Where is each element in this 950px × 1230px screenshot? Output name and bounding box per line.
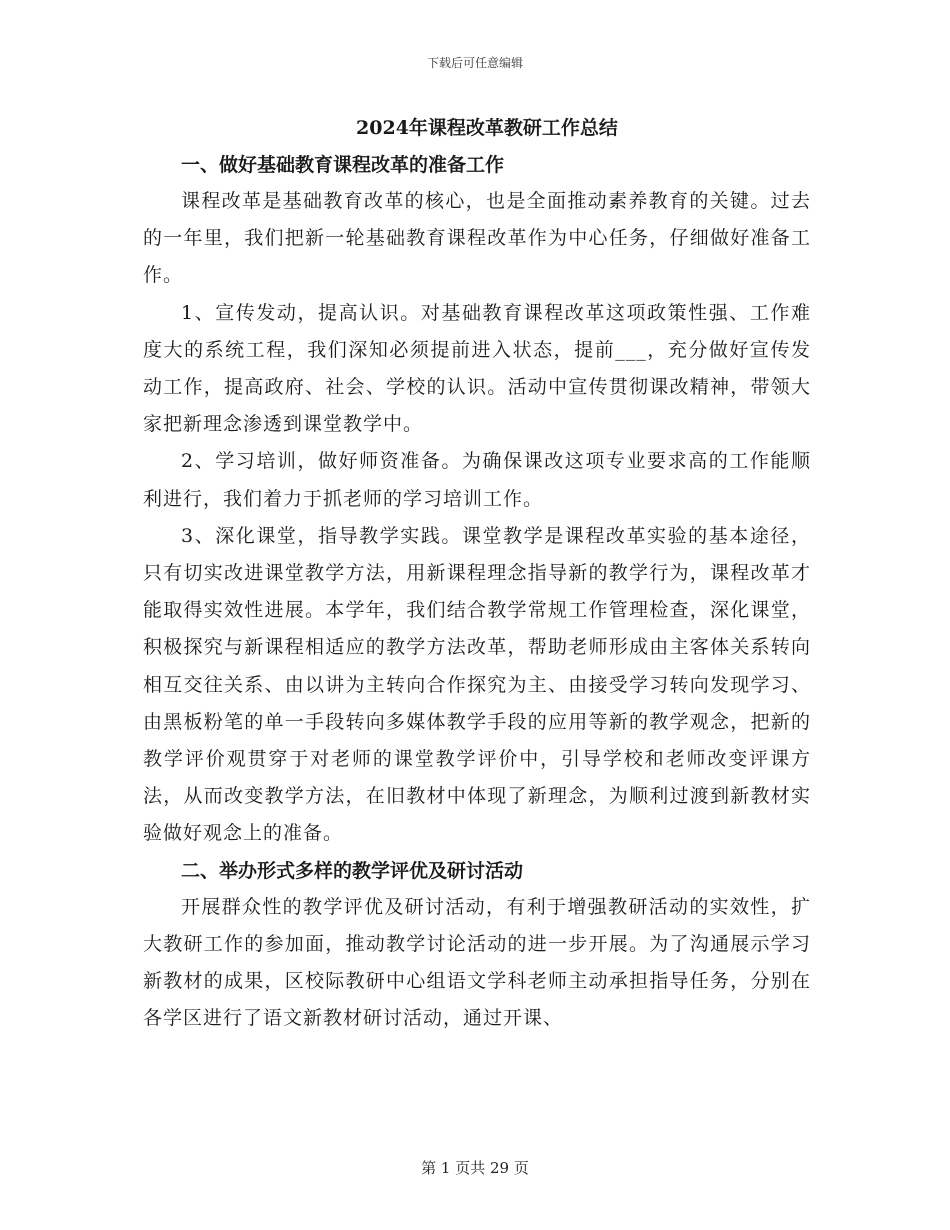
document-title: 2024年课程改革教研工作总结 — [356, 117, 618, 139]
page-number-footer: 第 1 页共 29 页 — [421, 1159, 529, 1177]
section-1-heading: 一、做好基础教育课程改革的准备工作 — [181, 154, 505, 176]
section-1-intro: 课程改革是基础教育改革的核心，也是全面推动素养教育的关键。过去的一年里，我们把新一轮基础教育课程改革作为中心任务，仔细做好准备工作。 — [143, 190, 811, 287]
section-1-item-3: 3、深化课堂，指导教学实践。课堂教学是课程改革实验的基本途径，只有切实改进课堂教学方法，用新课程理念指导新的教学行为，课程改革才能取得实效性进展。本学年，我们结合教学常规工作管理检查，深化课堂，积极探究与新课程相适应的教学方法改革，帮助老师形成由主客体关系转向相互交往关系、由以讲为主转向合作探究为主、由接受学习转向发现学习、由黑板粉笔的单一手段转向多媒体教学手段的应用等新的教学观念，把新的教学评价观贯穿于对老师的课堂教学评价中，引导学校和老师改变评课方法，从而改变教学方法，在旧教材中体现了新理念，为顺利过渡到新教材实验做好观念上的准备。 — [143, 524, 811, 845]
document-body — [143, 113, 811, 1037]
section-1-item-2: 2、学习培训，做好师资准备。为确保课改这项专业要求高的工作能顺利进行，我们着力于抓老师的学习培训工作。 — [143, 450, 811, 510]
section-2-paragraph-1: 开展群众性的教学评优及研讨活动，有利于增强教研活动的实效性，扩大教研工作的参加面，推动教学讨论活动的进一步开展。为了沟通展示学习新教材的成果，区校际教研中心组语文学科老师主动承担指导任务，分别在各学区进行了语文新教材研讨活动，通过开课、 — [143, 895, 811, 1030]
section-1-item-1: 1、宣传发动，提高认识。对基础教育课程改革这项政策性强、工作难度大的系统工程，我们深知必须提前进入状态，提前___，充分做好宣传发动工作，提高政府、社会、学校的认识。活动中宣传贯彻课改精神，带领大家把新理念渗透到课堂教学中。 — [143, 301, 811, 436]
page-header-note: 下载后可任意编辑 — [426, 56, 523, 70]
section-2-heading: 二、举办形式多样的教学评优及研讨活动 — [181, 859, 524, 882]
